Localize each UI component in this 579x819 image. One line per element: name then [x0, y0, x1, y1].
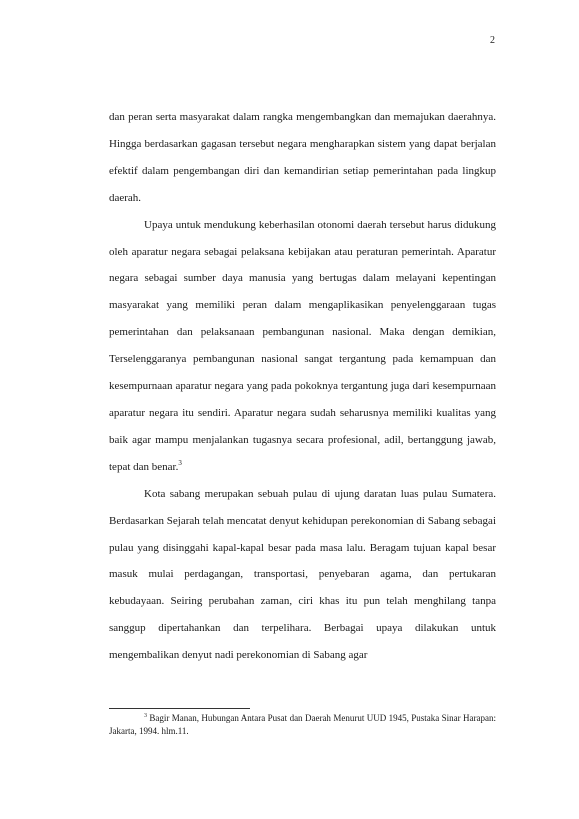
body-text [109, 104, 496, 669]
paragraph-text: Upaya untuk mendukung keberhasilan otonomi daerah tersebut harus didukung oleh aparatur negara sebagai pelaksana kebijakan atau peraturan pemerintah. Aparatur negara sebagai sumber daya manusia yang bertugas dalam melayani kepentingan masyarakat yang memiliki peran dalam mengaplikasikan penyelenggaraan tugas pemerintahan dan pelaksanaan pembangunan nasional. Maka dengan demikian, Terselenggaranya pembangunan nasional sangat tergantung pada kemampuan dan kesempurnaan aparatur negara yang pada pokoknya tergantung juga dari kesempurnaan aparatur negara itu sendiri. Aparatur negara sudah seharusnya memiliki kualitas yang baik agar mampu menjalankan tugasnya secara profesional, adil, bertanggung jawab, tepat dan benar. [109, 218, 496, 473]
paragraph-text: dan peran serta masyarakat dalam rangka mengembangkan dan memajukan daerahnya. Hingga berdasarkan gagasan tersebut negara mengharapkan sistem yang dapat berjalan efektif dalam pengembangan diri dan kemandirian setiap pemerintahan pada lingkup daerah. [109, 111, 496, 204]
paragraph-aparatur [109, 212, 496, 481]
footnote-marker: 3 [144, 713, 147, 719]
footnote [109, 712, 496, 738]
page-number: 2 [490, 35, 495, 46]
paragraph-sabang [109, 481, 496, 669]
footnote-separator [109, 708, 250, 709]
paragraph-continuation [109, 104, 496, 212]
paragraph-text: Kota sabang merupakan sebuah pulau di ujung daratan luas pulau Sumatera. Berdasarkan Sejarah telah mencatat denyut kehidupan perekonomian di Sabang sebagai pulau yang disinggahi kapal-kapal besar pada masa lalu. Beragam tujuan kapal besar masuk mulai perdagangan, transportasi, penyebaran agama, dan pertukaran kebudayaan. Seiring perubahan zaman, ciri khas itu pun telah menghilang tanpa sanggup dipertahankan dan terpelihara. Berbagai upaya dilakukan untuk mengembalikan denyut nadi perekonomian di Sabang agar [109, 487, 496, 662]
footnote-reference[interactable]: 3 [178, 458, 182, 467]
footnote-text: Bagir Manan, Hubungan Antara Pusat dan Daerah Menurut UUD 1945, Pustaka Sinar Harapan: Jakarta, 1994. hlm.11. [109, 713, 496, 736]
